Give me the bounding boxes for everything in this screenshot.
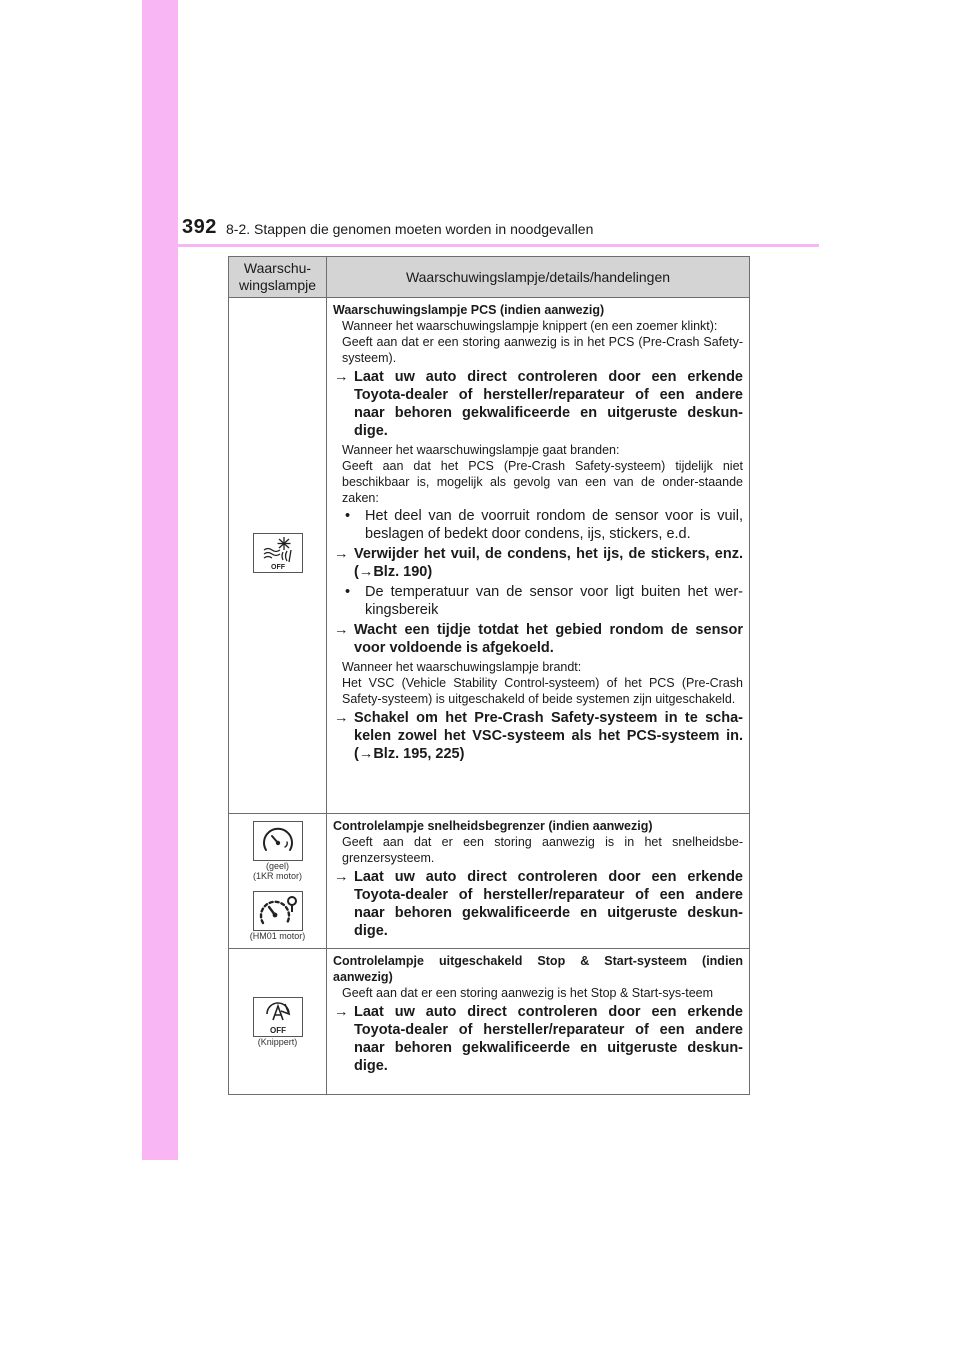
side-tab-band [142,0,178,1160]
header-rule [142,244,819,247]
table-row [229,949,750,1095]
details-cell [327,298,750,814]
action-label: Laat uw auto direct controleren door een erkende Toyota-dealer of hersteller/reparateur of een andere naar behoren gekwalificeerde en uitgeruste deskun-dige. [354,369,743,439]
row-title: Controlelampje snelheidsbegrenzer (indien aanwezig) [333,819,653,833]
icon-cell [229,814,327,949]
action-label: Verwijder het vuil, de condens, het ijs, de stickers, enz. (→Blz. 190) [354,546,743,580]
action-label: Schakel om het Pre-Crash Safety-systeem in te scha-kelen zowel het VSC-systeem als het PCS-systeem in. (→Blz. 195, 225) [354,710,743,762]
icon-cell [229,949,327,1095]
action-text [333,368,743,440]
bullet-item [333,583,743,619]
pcs-off-label: OFF [270,564,285,571]
col-header-details: Waarschuwingslampje/details/handelingen [327,257,750,298]
action-text [333,1003,743,1075]
bullet-label: Het deel van de voorruit rondom de sensor voor is vuil, beslagen of bedekt door condens, ijs, stickers, e.d. [365,508,743,542]
table-row [229,298,750,814]
col-header-line2: wingslampje [238,277,317,293]
action-label: Wacht een tijdje totdat het gebied rondom de sensor voor voldoende is afgekoeld. [354,622,743,656]
warning-lights-table [228,256,750,1095]
col-header-warning-light [229,257,327,298]
icon-caption: (HM01 motor) [249,931,306,941]
speed-limiter-hm01-icon [253,891,303,931]
description-text: Geeft aan dat er een storing aanwezig is het Stop & Start-sys-teem [342,986,714,1000]
condition-text: Wanneer het waarschuwingslampje gaat branden: [342,443,620,457]
pcs-off-icon [253,533,303,573]
icon-caption: (1KR motor) [252,871,302,881]
arrow-icon: → [334,369,349,385]
arrow-icon: → [334,710,349,726]
bullet-item [333,507,743,543]
action-text [333,868,743,940]
icon-caption: (Knippert) [257,1036,298,1047]
action-text [333,709,743,763]
page-number: 392 [182,216,217,238]
condition-text: Wanneer het waarschuwingslampje knippert (en een zoemer klinkt): [342,319,718,333]
table-row [229,814,750,949]
stop-start-off-label: OFF [269,1025,286,1035]
action-label: Laat uw auto direct controleren door een erkende Toyota-dealer of hersteller/reparateur of een andere naar behoren gekwalificeerde en uitgeruste deskun-dige. [354,1004,743,1074]
details-cell [327,814,750,949]
arrow-icon: → [334,1004,349,1020]
speed-limiter-icon [253,821,303,861]
description-text: Geeft aan dat er een storing aanwezig is in het snelheidsbe-grenzersysteem. [342,835,743,865]
description-text: Geeft aan dat er een storing aanwezig is in het PCS (Pre-Crash Safety-systeem). [342,335,743,365]
action-text [333,621,743,657]
row-title: Waarschuwingslampje PCS (indien aanwezig) [333,303,605,317]
details-cell [327,949,750,1095]
arrow-icon: → [334,546,349,562]
stop-start-off-icon [253,997,303,1037]
bullet-label: De temperatuur van de sensor voor ligt buiten het wer-kingsbereik [365,584,743,618]
bullet-icon: • [345,508,351,524]
table-header-row [229,257,750,298]
action-text [333,545,743,581]
arrow-icon: → [334,869,349,885]
bullet-icon: • [345,584,351,600]
condition-text: Wanneer het waarschuwingslampje brandt: [342,660,582,674]
icon-cell [229,298,327,814]
description-text: Het VSC (Vehicle Stability Control-systeem) of het PCS (Pre-Crash Safety-systeem) is uitgeschakeld of beide systemen zijn uitgeschakeld. [342,676,743,706]
description-text: Geeft aan dat het PCS (Pre-Crash Safety-systeem) tijdelijk niet beschikbaar is, mogelijk als gevolg van een van de onder-staande zaken: [342,459,743,505]
action-label: Laat uw auto direct controleren door een erkende Toyota-dealer of hersteller/reparateur of een andere naar behoren gekwalificeerde en uitgeruste deskun-dige. [354,869,743,939]
row-title: Controlelampje uitgeschakeld Stop & Start-systeem (indien aanwezig) [333,954,743,984]
arrow-icon: → [334,622,349,638]
col-header-line1: Waarschu- [243,260,312,276]
section-title: 8-2. Stappen die genomen moeten worden in noodgevallen [226,221,594,237]
icon-caption: (geel) [265,861,289,871]
